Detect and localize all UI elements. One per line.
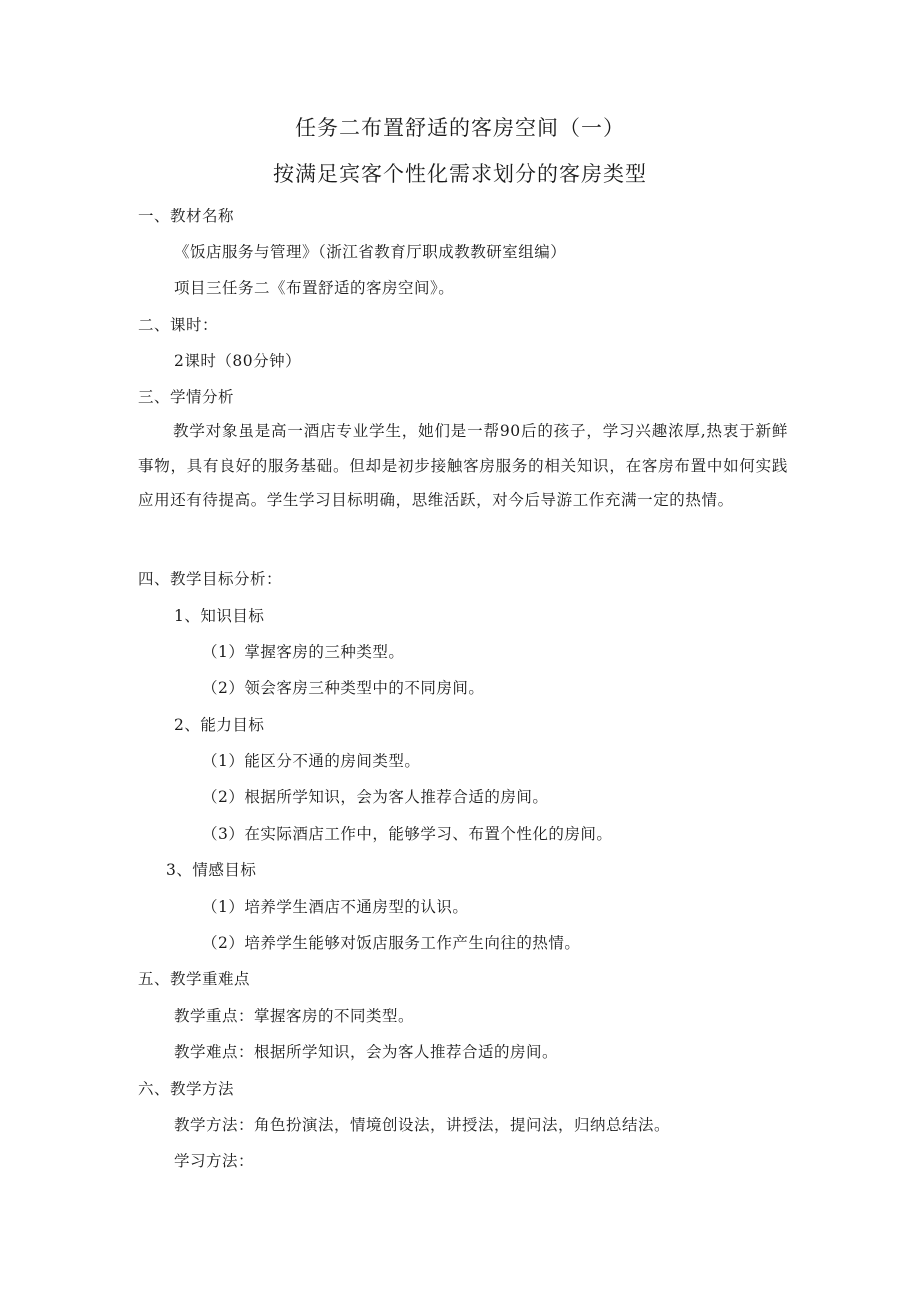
objective-ability-heading: 2、能力目标 <box>174 716 265 734</box>
document-subtitle: 按满足宾客个性化需求划分的客房类型 <box>273 162 647 186</box>
method-teaching: 教学方法：角色扮演法，情境创设法，讲授法，提问法，归纳总结法。 <box>174 1116 671 1134</box>
objective-knowledge-heading: 1、知识目标 <box>174 607 265 625</box>
students-paragraph: 教学对象虽是高一酒店专业学生，她们是一帮90后的孩子，学习兴趣浓厚,热衷于新鲜事物，具有良好的服务基础。但却是初步接触客房服务的相关知识，在客房布置中如何实践应用还有待提高。学生学习目标明确，思维活跃，对今后导游工作充满一定的热情。 <box>138 422 788 509</box>
section-heading-keypoints: 五、教学重难点 <box>138 970 251 988</box>
section-heading-methods: 六、教学方法 <box>138 1080 235 1098</box>
section-heading-hours: 二、课时： <box>138 316 219 334</box>
textbook-line-1: 《饭店服务与管理》（浙江省教育厅职成教教研室组编） <box>174 243 567 261</box>
objective-emotion-heading: 3、情感目标 <box>166 861 257 879</box>
objective-knowledge-item: （1）掌握客房的三种类型。 <box>202 643 405 661</box>
objective-emotion-item: （2）培养学生能够对饭店服务工作产生向往的热情。 <box>202 934 581 952</box>
objective-ability-item: （3）在实际酒店工作中，能够学习、布置个性化的房间。 <box>202 825 613 843</box>
objective-ability-item: （2）根据所学知识，会为客人推荐合适的房间。 <box>202 788 549 806</box>
keypoint-difficulty: 教学难点：根据所学知识，会为客人推荐合适的房间。 <box>174 1043 559 1061</box>
textbook-line-2: 项目三任务二《布置舒适的客房空间》。 <box>174 279 455 297</box>
objective-ability-item: （1）能区分不通的房间类型。 <box>202 752 421 770</box>
section-heading-students: 三、学情分析 <box>138 388 235 406</box>
document-title: 任务二布置舒适的客房空间（一） <box>295 116 625 140</box>
keypoint-focus: 教学重点：掌握客房的不同类型。 <box>174 1007 415 1025</box>
method-learning: 学习方法： <box>174 1152 255 1170</box>
hours-value: 2课时（80分钟） <box>174 352 302 370</box>
objective-knowledge-item: （2）领会客房三种类型中的不同房间。 <box>202 679 485 697</box>
objective-emotion-item: （1）培养学生酒店不通房型的认识。 <box>202 898 469 916</box>
section-heading-textbook: 一、教材名称 <box>138 207 235 225</box>
section-heading-objectives: 四、教学目标分析： <box>138 570 283 588</box>
